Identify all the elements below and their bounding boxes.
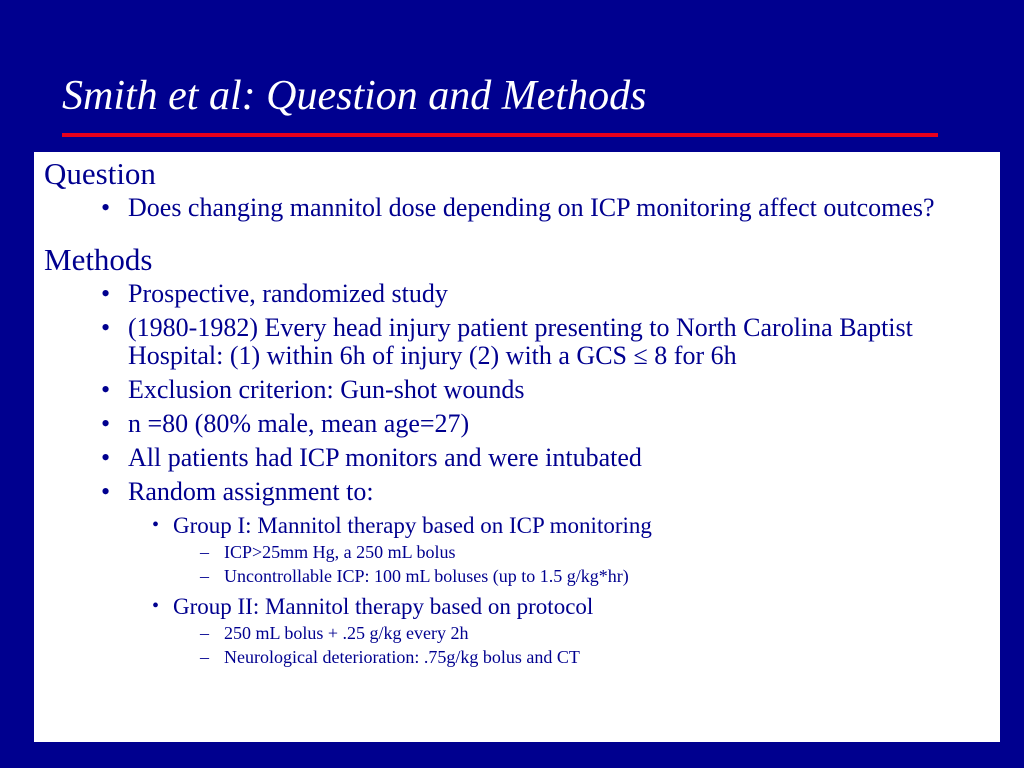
bullet-text: Exclusion criterion: Gun-shot wounds [128, 375, 525, 404]
dash-icon: – [200, 623, 209, 643]
methods-bullet [44, 444, 1000, 472]
slide-title: Smith et al: Question and Methods [62, 73, 647, 119]
methods-bullet [44, 478, 1000, 506]
detail-text: Uncontrollable ICP: 100 mL boluses (up to 1.5 g/kg*hr) [224, 566, 629, 586]
group-label: Group II: Mannitol therapy based on protocol [173, 594, 594, 619]
methods-bullet [44, 410, 1000, 438]
group-item [44, 512, 1000, 539]
title-underline [62, 133, 938, 137]
methods-bullet [44, 280, 1000, 308]
bullet-icon: • [101, 279, 111, 308]
bullet-icon: • [101, 409, 111, 438]
detail-text: Neurological deterioration: .75g/kg bolus and CT [224, 647, 580, 667]
bullet-icon: • [152, 595, 160, 617]
bullet-text: Does changing mannitol dose depending on ICP monitoring affect outcomes? [128, 193, 935, 222]
methods-heading: Methods [44, 242, 153, 277]
bullet-text: Prospective, randomized study [128, 279, 448, 308]
bullet-icon: • [101, 193, 111, 222]
bullet-icon: • [101, 375, 111, 404]
dash-icon: – [200, 647, 209, 667]
question-bullet [44, 194, 1000, 222]
group-detail [44, 540, 1000, 564]
bullet-icon: • [101, 313, 111, 342]
bullet-icon: • [101, 443, 111, 472]
bullet-icon: • [101, 477, 111, 506]
group-label: Group I: Mannitol therapy based on ICP monitoring [173, 513, 652, 538]
group-item [44, 593, 1000, 620]
dash-icon: – [200, 566, 209, 586]
dash-icon: – [200, 542, 209, 562]
methods-bullet [44, 376, 1000, 404]
bullet-text: (1980-1982) Every head injury patient presenting to North Carolina Baptist Hospital: (1) within 6h of injury (2) with a GCS ≤ 8 for 6h [128, 313, 913, 370]
content-box [34, 152, 1000, 742]
group-detail [44, 564, 1000, 588]
detail-text: 250 mL bolus + .25 g/kg every 2h [224, 623, 469, 643]
question-heading: Question [44, 156, 156, 191]
bullet-text: All patients had ICP monitors and were intubated [128, 443, 642, 472]
group-detail [44, 621, 1000, 645]
detail-text: ICP>25mm Hg, a 250 mL bolus [224, 542, 456, 562]
methods-bullet [44, 314, 1000, 370]
group-detail [44, 645, 1000, 669]
bullet-icon: • [152, 514, 160, 536]
bullet-text: Random assignment to: [128, 477, 374, 506]
bullet-text: n =80 (80% male, mean age=27) [128, 409, 470, 438]
